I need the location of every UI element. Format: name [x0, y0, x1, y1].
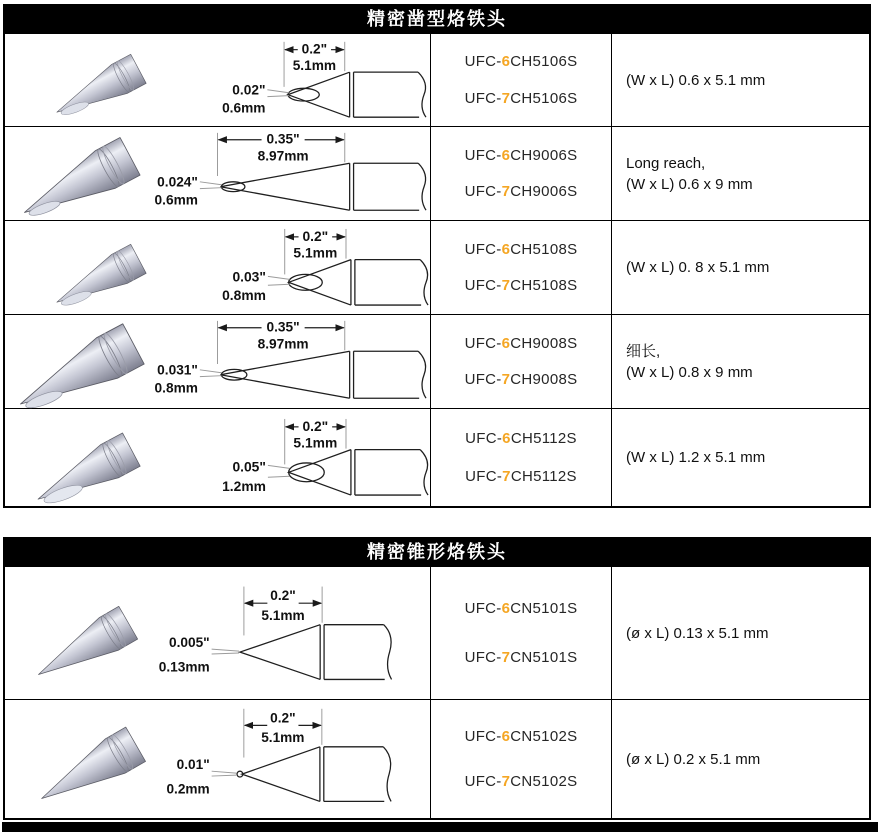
tip-image-cell	[5, 700, 431, 818]
dim-left-mm: 0.6mm	[154, 192, 198, 208]
table-row	[5, 126, 869, 220]
dim-top-mm: 8.97mm	[257, 148, 309, 164]
tip-dimension-drawing	[5, 221, 430, 314]
part-number: UFC-7CH9006S	[464, 183, 578, 201]
dim-left-inch: 0.05"	[232, 458, 266, 475]
description-line: (W x L) 0.6 x 5.1 mm	[626, 71, 766, 89]
description-cell	[612, 409, 869, 506]
part-number-cell	[431, 127, 612, 220]
table-row	[5, 699, 869, 818]
series-digit: 7	[501, 371, 511, 389]
dim-top-mm: 5.1mm	[261, 607, 305, 623]
description-cell	[612, 700, 869, 818]
part-number: UFC-7CH9008S	[464, 371, 578, 389]
series-digit: 6	[501, 240, 511, 258]
part-number: UFC-6CN5102S	[464, 728, 578, 745]
tip-image-cell	[5, 409, 431, 506]
series-digit: 6	[501, 53, 511, 71]
table-row	[5, 33, 869, 126]
description-cell	[612, 567, 869, 699]
series-digit: 6	[502, 430, 511, 447]
table-row	[5, 314, 869, 408]
dim-left-inch: 0.02"	[232, 82, 266, 98]
series-digit: 7	[502, 468, 511, 485]
dim-left-mm: 0.8mm	[222, 287, 266, 304]
series-digit: 7	[501, 183, 511, 201]
dim-top-mm: 5.1mm	[261, 729, 305, 745]
series-digit: 7	[501, 773, 511, 790]
tip-image-cell	[5, 221, 431, 314]
description-line: (W x L) 1.2 x 5.1 mm	[626, 449, 766, 466]
part-number: UFC-6CH5106S	[464, 53, 578, 71]
tip-dimension-drawing	[5, 567, 430, 699]
description-cell	[612, 127, 869, 220]
description-line: (W x L) 0. 8 x 5.1 mm	[626, 259, 770, 276]
series-digit: 6	[501, 146, 511, 164]
dim-left-inch: 0.024"	[157, 174, 198, 190]
dim-top-inch: 0.2"	[301, 41, 328, 57]
dim-left-inch: 0.03"	[232, 268, 266, 285]
conical-tips-table	[3, 537, 871, 820]
series-digit: 7	[501, 649, 511, 667]
description-line: 细长,	[626, 342, 661, 360]
dim-top-mm: 8.97mm	[257, 336, 309, 352]
part-number: UFC-6CN5101S	[464, 599, 578, 617]
series-digit: 7	[501, 89, 511, 107]
description-line: (ø x L) 0.2 x 5.1 mm	[626, 750, 761, 768]
part-number: UFC-7CN5101S	[464, 649, 578, 667]
tip-dimension-drawing	[5, 409, 430, 506]
series-digit: 6	[501, 599, 511, 617]
tip-dimension-drawing	[5, 315, 430, 408]
description-line: (ø x L) 0.13 x 5.1 mm	[626, 624, 769, 642]
dim-left-inch: 0.005"	[168, 635, 210, 651]
chisel-tips-table	[3, 4, 871, 508]
description-line: (W x L) 0.8 x 9 mm	[626, 363, 753, 381]
series-digit: 6	[501, 334, 511, 352]
dim-left-mm: 0.6mm	[222, 100, 266, 116]
part-number-cell	[431, 700, 612, 818]
dim-top-mm: 5.1mm	[293, 434, 338, 451]
next-table-header-partial	[2, 822, 878, 832]
part-number-cell	[431, 315, 612, 408]
description-cell	[612, 221, 869, 314]
part-number-cell	[431, 409, 612, 506]
dim-left-mm: 0.8mm	[154, 380, 198, 396]
dim-left-mm: 1.2mm	[222, 478, 266, 495]
description-cell	[612, 315, 869, 408]
part-number: UFC-6CH5112S	[465, 430, 577, 447]
dim-top-inch: 0.35"	[266, 319, 300, 335]
dim-left-inch: 0.031"	[157, 362, 198, 378]
table-row	[5, 566, 869, 699]
series-digit: 6	[501, 728, 511, 745]
table-row	[5, 220, 869, 314]
tip-image-cell	[5, 34, 431, 126]
table-title: 精密凿型烙铁头	[5, 6, 869, 33]
part-number: UFC-7CH5112S	[465, 468, 577, 485]
dim-left-mm: 0.2mm	[166, 781, 210, 797]
tip-dimension-drawing	[5, 700, 430, 818]
tip-image-cell	[5, 567, 431, 699]
dim-top-mm: 5.1mm	[292, 58, 337, 74]
part-number: UFC-6CH9008S	[464, 334, 578, 352]
part-number: UFC-6CH5108S	[464, 240, 578, 258]
description-cell	[612, 34, 869, 126]
dim-top-inch: 0.2"	[302, 227, 329, 244]
dim-top-inch: 0.2"	[302, 417, 329, 434]
series-digit: 7	[501, 277, 511, 295]
part-number: UFC-7CN5102S	[464, 773, 578, 790]
dim-left-mm: 0.13mm	[158, 659, 210, 675]
tip-dimension-drawing	[5, 127, 430, 220]
part-number-cell	[431, 221, 612, 314]
table-row	[5, 408, 869, 506]
tip-image-cell	[5, 315, 431, 408]
dim-top-inch: 0.35"	[266, 131, 300, 147]
table-title: 精密锥形烙铁头	[5, 539, 869, 566]
dim-top-inch: 0.2"	[270, 588, 296, 604]
dim-top-mm: 5.1mm	[293, 244, 338, 261]
part-number: UFC-7CH5108S	[464, 277, 578, 295]
description-line: (W x L) 0.6 x 9 mm	[626, 175, 753, 193]
tip-image-cell	[5, 127, 431, 220]
part-number-cell	[431, 567, 612, 699]
part-number-cell	[431, 34, 612, 126]
description-line: Long reach,	[626, 154, 706, 172]
part-number: UFC-6CH9006S	[464, 146, 578, 164]
dim-top-inch: 0.2"	[270, 710, 296, 726]
dim-left-inch: 0.01"	[176, 757, 210, 773]
part-number: UFC-7CH5106S	[464, 89, 578, 107]
tip-dimension-drawing	[5, 34, 430, 126]
